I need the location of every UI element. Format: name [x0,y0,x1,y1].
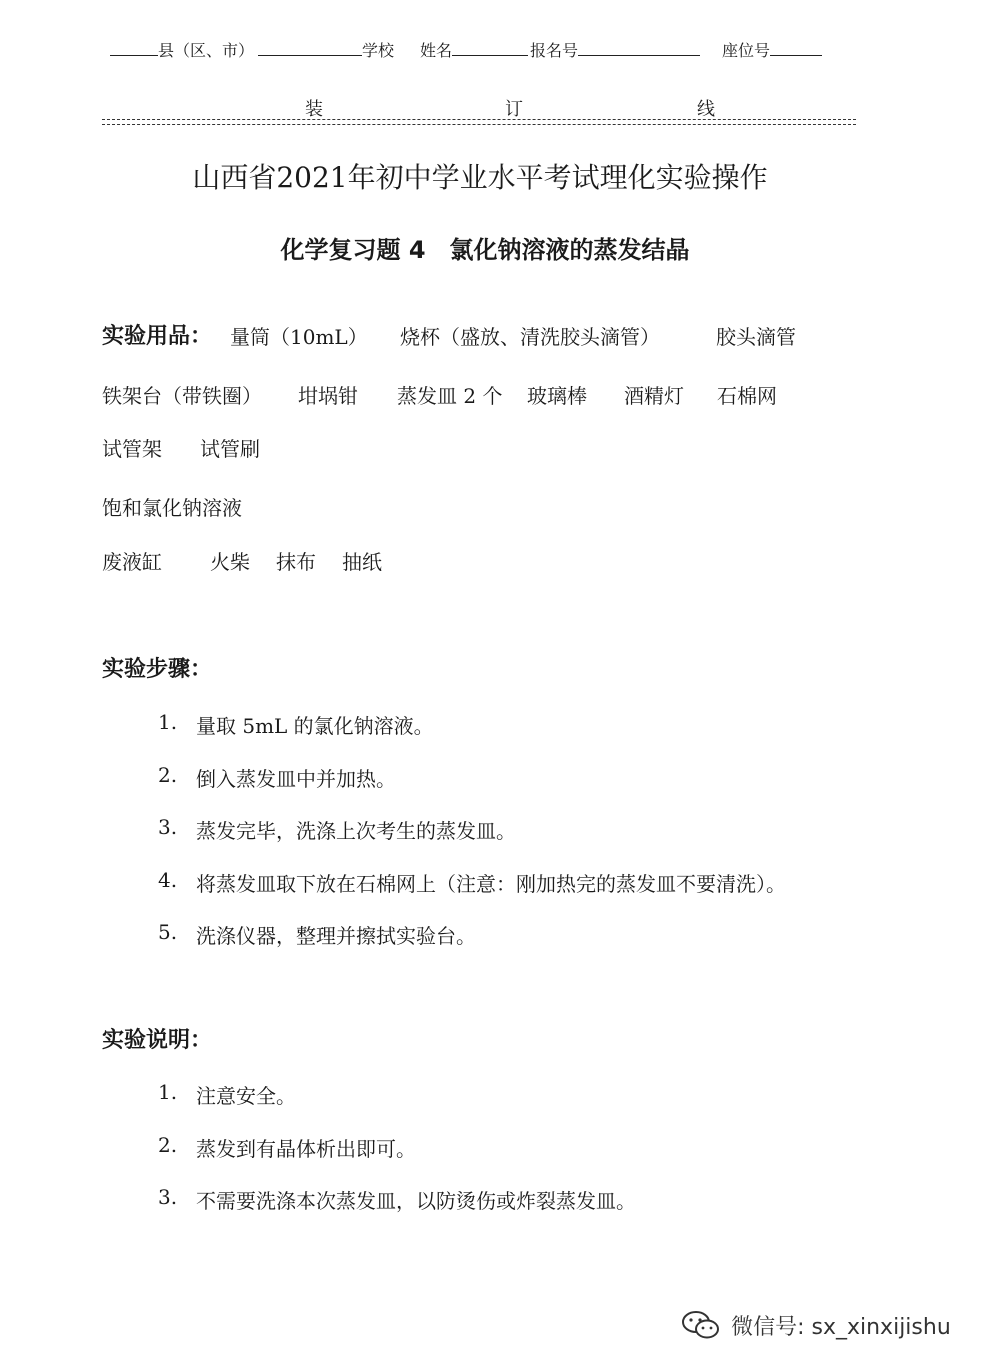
note-text: 不需要洗涤本次蒸发皿，以防烫伤或炸裂蒸发皿。 [196,1189,636,1213]
dashed-divider-top [102,119,856,120]
seat-number-label: 座位号 [722,41,771,60]
binding-char-zhuang: 装 [305,99,323,120]
note-text: 蒸发到有晶体析出即可。 [196,1137,416,1161]
material-item: 抽纸 [342,550,382,574]
material-item: 废液缸 [102,550,162,574]
material-item: 饱和氯化钠溶液 [102,496,242,520]
material-item: 铁架台（带铁圈） [102,384,262,408]
note-number: 1. [158,1080,178,1104]
watermark-text: 微信号: sx_xinxijishu [731,1314,951,1340]
step-text: 蒸发完毕，洗涤上次考生的蒸发皿。 [196,819,516,843]
reg-number-label: 报名号 [530,41,579,60]
material-item: 量筒（10mL） [230,325,368,349]
note-number: 3. [158,1185,178,1209]
reg-number-field[interactable] [530,38,700,61]
step-text: 倒入蒸发皿中并加热。 [196,767,396,791]
materials-heading: 实验用品： [102,324,213,349]
school-field[interactable] [258,38,394,61]
note-number: 2. [158,1133,178,1157]
steps-heading: 实验步骤： [102,657,213,682]
step-number: 5. [158,920,178,944]
material-item: 抹布 [276,550,316,574]
notes-heading: 实验说明： [102,1028,213,1053]
material-item: 坩埚钳 [298,384,358,408]
material-item: 蒸发皿 2 个 [397,384,503,408]
binding-char-ding: 订 [505,99,523,120]
material-item: 烧杯（盛放、清洗胶头滴管） [400,325,660,349]
seat-number-field[interactable] [722,38,822,61]
school-label: 学校 [362,41,395,60]
step-text: 洗涤仪器，整理并擦拭实验台。 [196,924,476,948]
name-field[interactable] [420,38,528,61]
step-number: 1. [158,710,178,734]
step-number: 4. [158,868,178,892]
material-item: 试管刷 [200,437,260,461]
material-item: 酒精灯 [624,384,684,408]
material-item: 试管架 [102,437,162,461]
wechat-watermark [680,1308,951,1342]
material-item: 胶头滴管 [716,325,796,349]
wechat-icon [680,1308,722,1342]
material-item: 火柴 [210,550,250,574]
step-text: 量取 5mL 的氯化钠溶液。 [196,714,434,738]
dashed-divider-bottom [102,124,856,125]
page-title: 山西省2021年初中学业水平考试理化实验操作 [192,161,768,194]
material-item: 玻璃棒 [527,384,587,408]
page-subtitle: 化学复习题 4 氯化钠溶液的蒸发结晶 [280,236,690,264]
binding-char-xian: 线 [697,99,715,120]
material-item: 石棉网 [717,384,777,408]
step-number: 2. [158,763,178,787]
county-field[interactable] [110,38,254,61]
county-label: 县（区、市） [158,41,255,60]
note-text: 注意安全。 [196,1084,296,1108]
name-label: 姓名 [420,41,453,60]
step-text: 将蒸发皿取下放在石棉网上（注意：刚加热完的蒸发皿不要清洗）。 [196,872,786,896]
step-number: 3. [158,815,178,839]
